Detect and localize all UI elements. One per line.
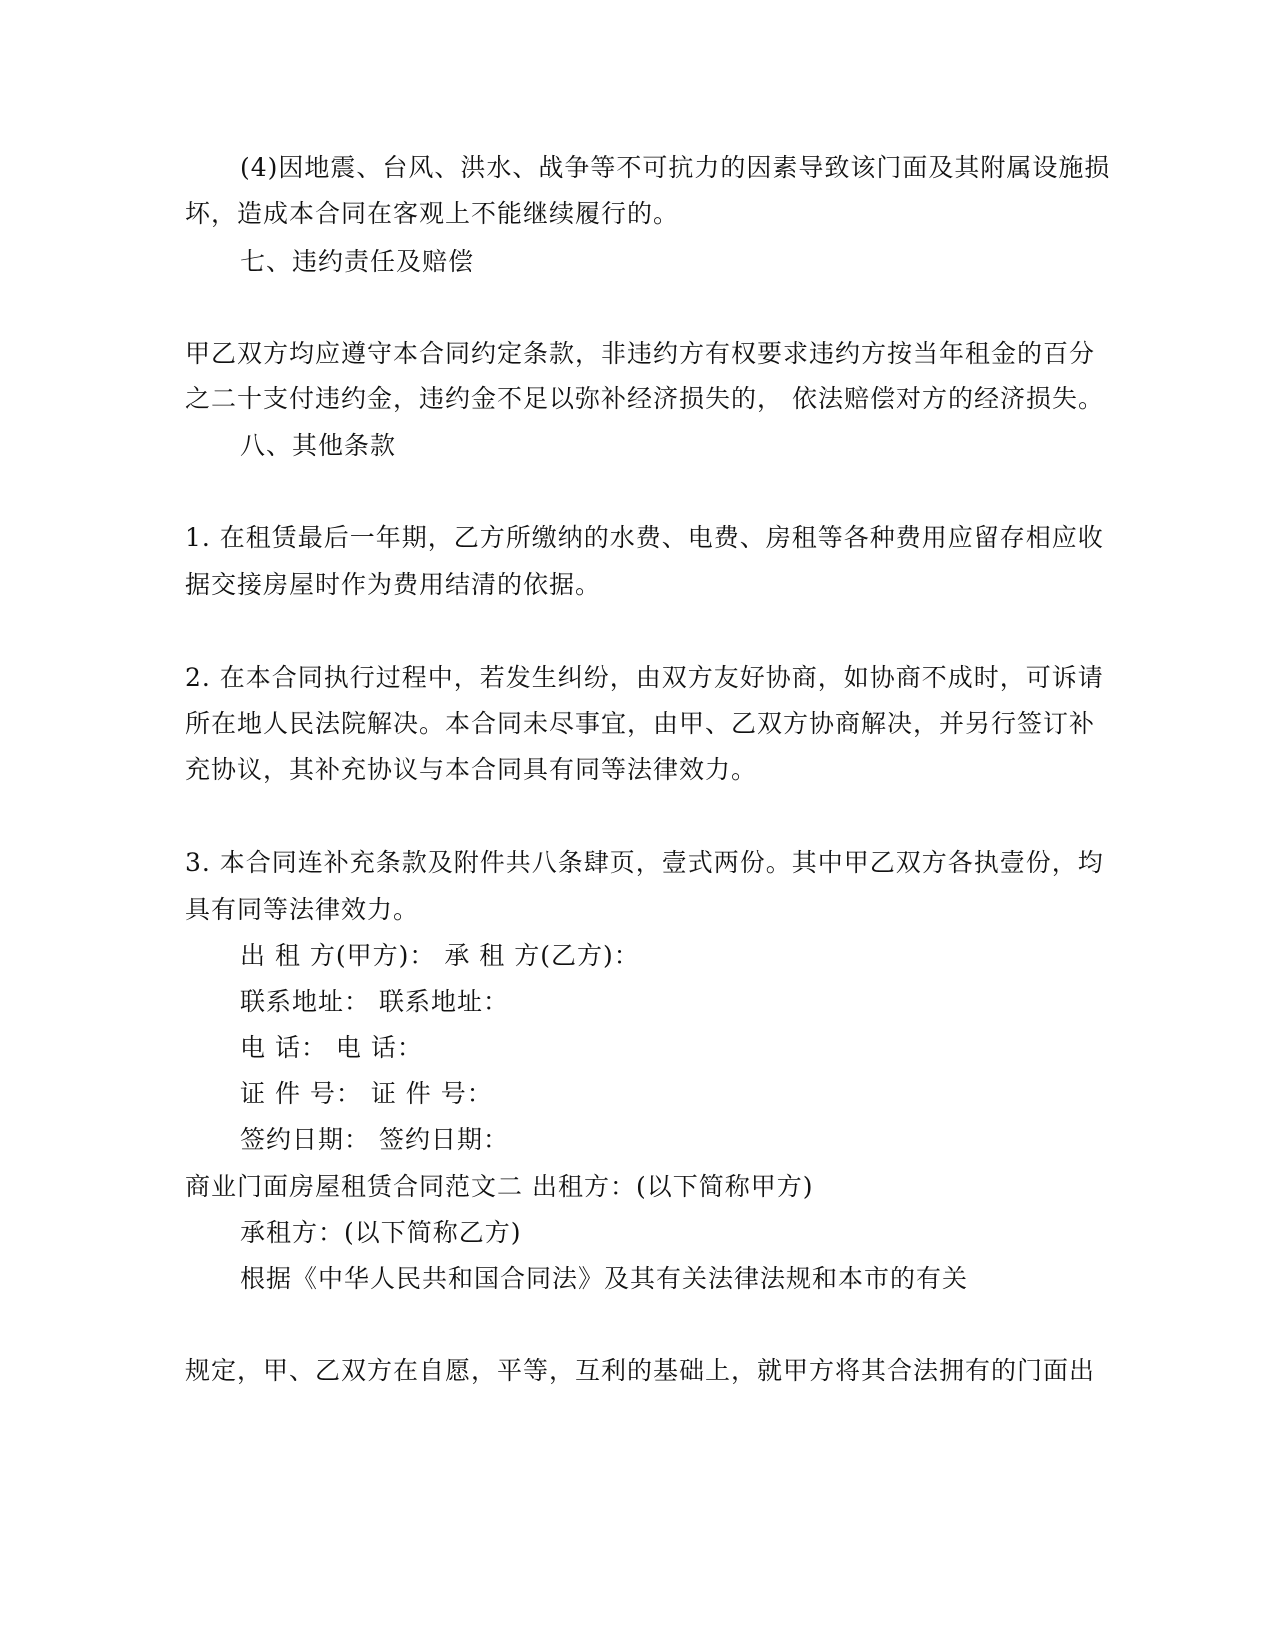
lessee-line: 承租方：(以下简称乙方)	[240, 1218, 522, 1247]
breach-paragraph-line-2: 之二十支付违约金，违约金不足以弥补经济损失的， 依法赔偿对方的经济损失。	[185, 384, 1104, 413]
term-2-line-3: 充协议，其补充协议与本合同具有同等法律效力。	[185, 755, 758, 784]
term-1-line-1: 1. 在租赁最后一年期，乙方所缴纳的水费、电费、房租等各种费用应留存相应收	[185, 523, 1104, 552]
term-2-line-1: 2. 在本合同执行过程中，若发生纠纷，由双方友好协商，如协商不成时，可诉请	[185, 663, 1104, 692]
force-majeure-clause-line-1: (4)因地震、台风、洪水、战争等不可抗力的因素导致该门面及其附属设施损	[240, 153, 1111, 182]
force-majeure-clause-line-2: 坏，造成本合同在客观上不能继续履行的。	[185, 199, 680, 228]
term-1-line-2: 据交接房屋时作为费用结清的依据。	[185, 570, 602, 599]
term-3-line-1: 3. 本合同连补充条款及附件共八条肆页，壹式两份。其中甲乙双方各执壹份，均	[185, 848, 1104, 877]
term-3-line-2: 具有同等法律效力。	[185, 895, 420, 924]
signature-address-line: 联系地址： 联系地址：	[240, 987, 509, 1016]
term-2-line-2: 所在地人民法院解决。本合同未尽事宜，由甲、乙双方协商解决，并另行签订补	[185, 709, 1096, 738]
signature-parties-line: 出 租 方(甲方)： 承 租 方(乙方)：	[240, 941, 640, 970]
signature-phone-line: 电 话： 电 话：	[240, 1033, 423, 1062]
signature-id-number-line: 证 件 号： 证 件 号：	[240, 1079, 493, 1108]
legal-basis-line: 根据《中华人民共和国合同法》及其有关法律法规和本市的有关	[240, 1264, 969, 1293]
breach-paragraph-line-1: 甲乙双方均应遵守本合同约定条款，非违约方有权要求违约方按当年租金的百分	[185, 339, 1096, 368]
section-heading-other-terms: 八、其他条款	[240, 431, 397, 460]
signature-date-line: 签约日期： 签约日期：	[240, 1125, 509, 1154]
sample-two-title-line: 商业门面房屋租赁合同范文二 出租方：(以下简称甲方)	[185, 1172, 814, 1201]
agreement-intro-line: 规定，甲、乙双方在自愿，平等，互利的基础上，就甲方将其合法拥有的门面出	[185, 1356, 1096, 1385]
section-heading-breach-liability: 七、违约责任及赔偿	[240, 247, 475, 276]
